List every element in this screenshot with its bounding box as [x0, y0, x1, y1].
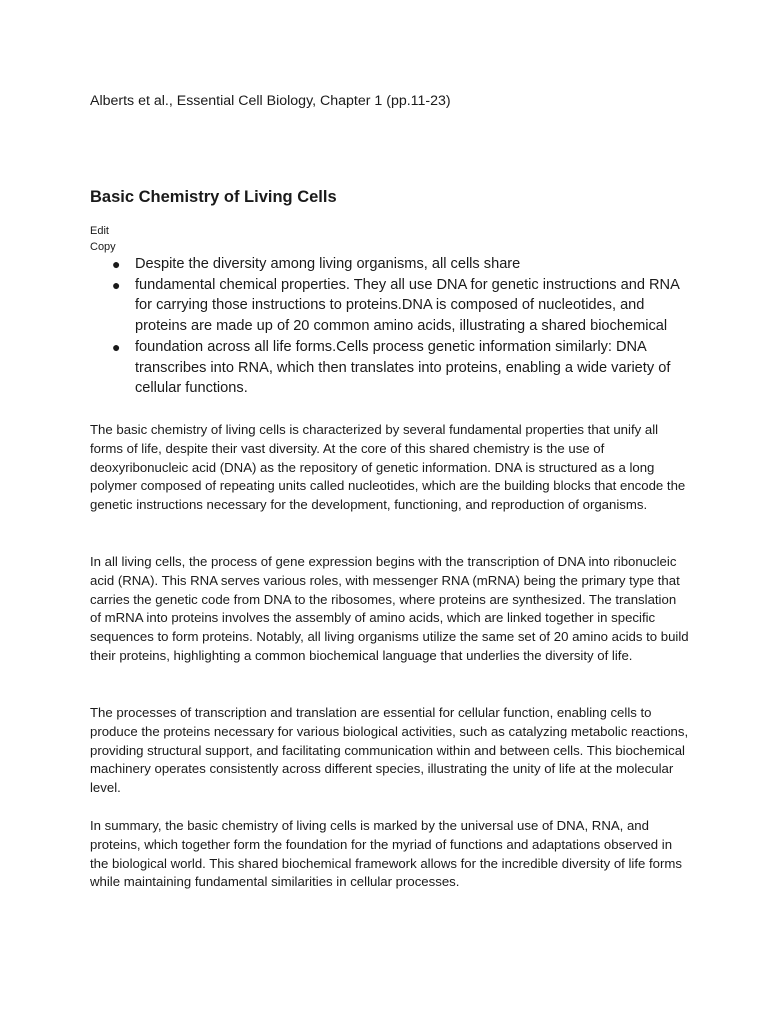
list-item: [90, 254, 690, 275]
section-heading: Basic Chemistry of Living Cells: [90, 188, 337, 206]
edit-button[interactable]: Edit: [90, 225, 109, 237]
bullet-icon: ●: [112, 276, 121, 293]
paragraph-transcription-translation: The processes of transcription and translation are essential for cellular function, enabling cells to produce the proteins necessary for various biological activities, such as catalyzing metabolic reactions, providing structural support, and facilitating communication within and between cells. This biochemical machinery operates consistently across different species, illustrating the unity of life at the molecular level.: [90, 705, 689, 796]
list-item: [90, 337, 690, 399]
bullet-text: fundamental chemical properties. They all use DNA for genetic instructions and RNA for carrying those instructions to proteins.DNA is composed of nucleotides, and proteins are made up of 20 common amino acids, illustrating a shared biochemical: [135, 276, 680, 335]
list-item: [90, 275, 690, 337]
paragraph-summary: In summary, the basic chemistry of living cells is marked by the universal use of DNA, RNA, and proteins, which together form the foundation for the myriad of functions and adaptations observed in the biological world. This shared biochemical framework allows for the incredible diversity of life forms while maintaining fundamental similarities in cellular processes.: [90, 818, 682, 890]
bullet-icon: ●: [112, 256, 121, 272]
paragraph-gene-expression: In all living cells, the process of gene expression begins with the transcription of DNA into ribonucleic acid (RNA). This RNA serves various roles, with messenger RNA (mRNA) being the primary type that carries the genetic code from DNA to the ribosomes, where proteins are synthesized. The translation of mRNA into proteins involves the assembly of amino acids, which are linked together in specific sequences to form proteins. Notably, all living organisms utilize the same set of 20 amino acids to build their proteins, highlighting a common biochemical language that underlies the diversity of life.: [90, 554, 689, 663]
bullet-text: foundation across all life forms.Cells process genetic information similarly: DNA transcribes into RNA, which then translates into proteins, enabling a wide variety of cellular functions.: [135, 338, 671, 397]
bullet-text: Despite the diversity among living organisms, all cells share: [135, 256, 521, 272]
copy-button[interactable]: Copy: [90, 241, 116, 253]
citation-line: Alberts et al., Essential Cell Biology, Chapter 1 (pp.11-23): [90, 93, 451, 109]
paragraph-intro: The basic chemistry of living cells is characterized by several fundamental properties that unify all forms of life, despite their vast diversity. At the core of this shared chemistry is the use of deoxyribonucleic acid (DNA) as the repository of genetic information. DNA is structured as a long polymer composed of repeating units called nucleotides, which are the building blocks that encode the genetic instructions necessary for the development, functioning, and reproduction of organisms.: [90, 422, 686, 513]
bullet-list: [90, 254, 690, 399]
bullet-icon: ●: [112, 338, 121, 355]
